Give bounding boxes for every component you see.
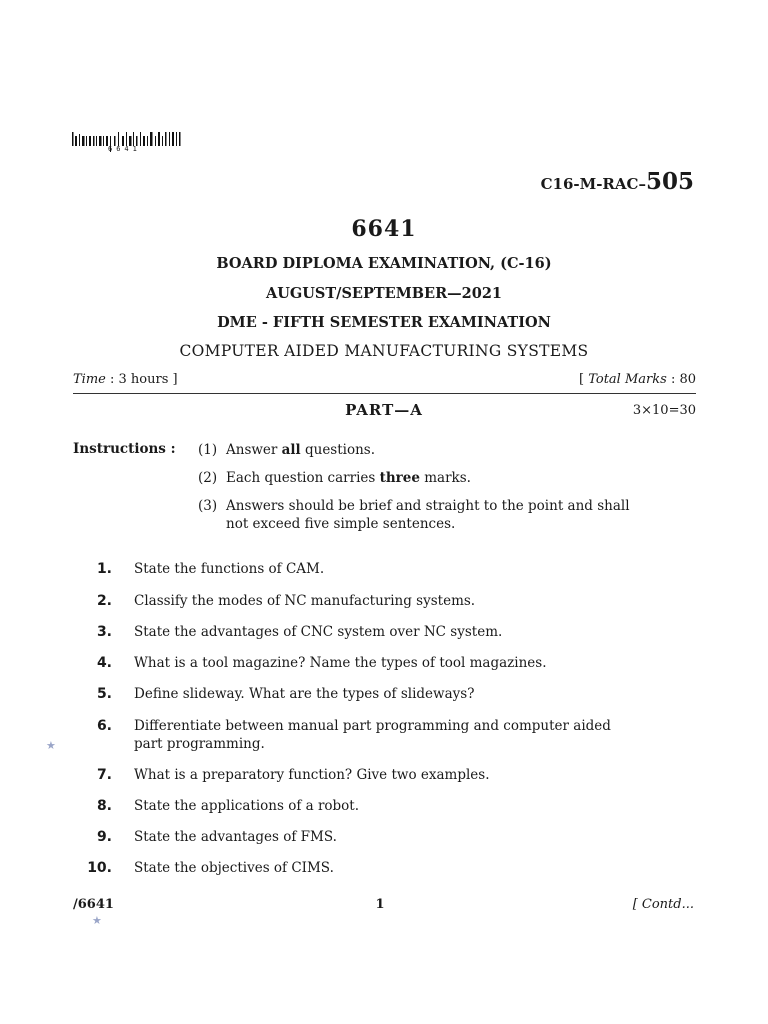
time-label: Time	[73, 372, 106, 387]
question-text: State the functions of CAM.	[134, 561, 325, 577]
question-number: 4.	[96, 655, 112, 671]
question-text: Differentiate between manual part programming and computer aided	[134, 718, 611, 734]
instruction-item	[198, 497, 678, 533]
question-text-continuation: part programming.	[134, 736, 265, 752]
star-mark-icon: ★	[46, 739, 56, 752]
paper-code	[541, 168, 694, 195]
instruction-text: Answer	[226, 442, 282, 458]
instruction-emphasis: three	[379, 470, 420, 486]
instruction-item	[198, 441, 678, 459]
subject-title: COMPUTER AIDED MANUFACTURING SYSTEMS	[179, 342, 589, 360]
part-title: PART—A	[345, 401, 423, 419]
page-number: 1	[375, 897, 385, 912]
exam-session: AUGUST/SEPTEMBER—2021	[265, 285, 502, 302]
question-text: State the advantages of FMS.	[134, 829, 337, 845]
question-number: 5.	[96, 686, 112, 702]
time-info	[73, 372, 178, 387]
instruction-text: Answers should be brief and straight to the point and shall	[226, 498, 630, 514]
exam-semester: DME - FIFTH SEMESTER EXAMINATION	[217, 314, 551, 331]
exam-title: BOARD DIPLOMA EXAMINATION, (C-16)	[216, 255, 552, 272]
question-text: State the applications of a robot.	[134, 798, 360, 814]
question-number: 9.	[96, 829, 112, 845]
time-value: : 3 hours ]	[110, 372, 178, 387]
question-number: 6.	[96, 718, 112, 734]
paper-code-prefix: C16-M-RAC–	[540, 175, 646, 193]
part-marks: 3×10=30	[632, 403, 696, 418]
paper-number: 6641	[351, 216, 417, 242]
instruction-number: (3)	[198, 498, 218, 514]
question-text: What is a preparatory function? Give two examples.	[134, 767, 490, 783]
instruction-emphasis: all	[281, 442, 301, 458]
question-text: Classify the modes of NC manufacturing systems.	[134, 593, 476, 609]
marks-label: Total Marks	[588, 372, 667, 387]
question-number: 2.	[96, 593, 112, 609]
instruction-text: Each question carries	[226, 470, 380, 486]
question-text: Define slideway. What are the types of slideways?	[134, 686, 475, 702]
instruction-text-end: questions.	[300, 442, 376, 458]
star-mark-icon: ★	[92, 914, 102, 927]
instructions-label: Instructions :	[73, 441, 176, 457]
barcode-digits: 6641	[108, 145, 141, 153]
question-number: 10.	[87, 860, 112, 876]
paper-code-number: 505	[645, 168, 694, 195]
instruction-continuation: not exceed five simple sentences.	[226, 516, 456, 532]
total-marks	[579, 372, 696, 387]
question-number: 3.	[96, 624, 112, 640]
marks-open: [	[579, 372, 585, 387]
instruction-number: (1)	[198, 442, 218, 458]
instruction-item	[198, 469, 678, 487]
footer-code: /6641	[73, 897, 114, 912]
marks-value: : 80	[670, 372, 696, 387]
question-number: 1.	[96, 561, 112, 577]
header-divider	[73, 393, 696, 394]
continued-note: [ Contd...	[632, 897, 694, 912]
question-text: State the objectives of CIMS.	[134, 860, 334, 876]
question-text: What is a tool magazine? Name the types of tool magazines.	[134, 655, 547, 671]
question-number: 7.	[96, 767, 112, 783]
instruction-number: (2)	[198, 470, 218, 486]
question-number: 8.	[96, 798, 112, 814]
instruction-text-end: marks.	[419, 470, 471, 486]
question-text: State the advantages of CNC system over NC system.	[134, 624, 503, 640]
